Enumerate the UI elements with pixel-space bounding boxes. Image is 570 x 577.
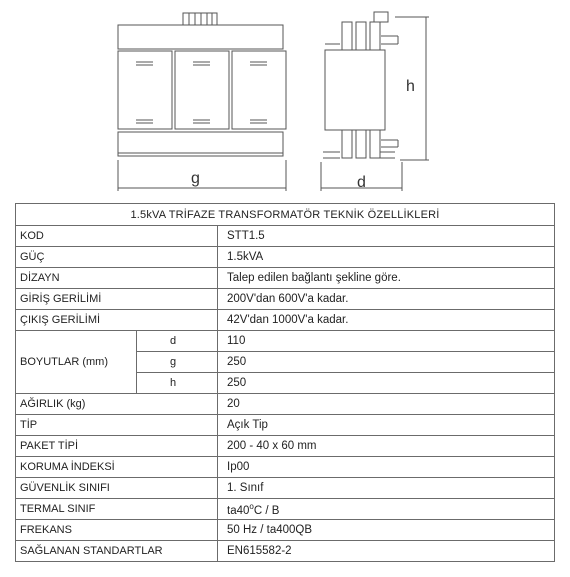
row-label: ÇIKIŞ GERİLİMİ xyxy=(16,310,218,331)
row-value: Ip00 xyxy=(218,457,555,478)
width-label: g xyxy=(191,170,200,187)
table-row xyxy=(16,478,555,499)
dimension-value: 110 xyxy=(218,331,555,352)
table-row xyxy=(16,457,555,478)
row-label: KORUMA İNDEKSİ xyxy=(16,457,218,478)
table-row xyxy=(16,247,555,268)
row-label: TERMAL SINIF xyxy=(16,499,218,520)
front-view xyxy=(118,13,286,191)
row-value: 42V'dan 1000V'a kadar. xyxy=(218,310,555,331)
row-label: DİZAYN xyxy=(16,268,218,289)
table-row xyxy=(16,310,555,331)
dimension-value: 250 xyxy=(218,352,555,373)
transformer-dimension-drawing xyxy=(0,0,570,200)
table-title: 1.5kVA TRİFAZE TRANSFORMATÖR TEKNİK ÖZELLİKLERİ xyxy=(16,204,555,226)
height-label: h xyxy=(406,78,415,95)
table-row xyxy=(16,520,555,541)
dimension-value: 250 xyxy=(218,373,555,394)
table-row xyxy=(16,331,555,352)
row-value: Açık Tip xyxy=(218,415,555,436)
thermal-suffix: C / B xyxy=(253,504,280,517)
table-row xyxy=(16,541,555,562)
specifications-table xyxy=(15,203,555,562)
row-label: GİRİŞ GERİLİMİ xyxy=(16,289,218,310)
table-row xyxy=(16,268,555,289)
row-label: SAĞLANAN STANDARTLAR xyxy=(16,541,218,562)
row-value: 200 - 40 x 60 mm xyxy=(218,436,555,457)
thermal-degree: o xyxy=(249,501,254,511)
dimension-key: h xyxy=(137,373,218,394)
row-label: KOD xyxy=(16,226,218,247)
table-row xyxy=(16,226,555,247)
dimension-key: d xyxy=(137,331,218,352)
table-title-row xyxy=(16,204,555,226)
depth-label: d xyxy=(357,174,366,191)
row-label: TİP xyxy=(16,415,218,436)
thermal-prefix: ta40 xyxy=(227,504,250,517)
table-row xyxy=(16,499,555,520)
side-view xyxy=(321,12,429,191)
table-row xyxy=(16,289,555,310)
row-value: Talep edilen bağlantı şekline göre. xyxy=(218,268,555,289)
row-label: GÜÇ xyxy=(16,247,218,268)
row-value: 1. Sınıf xyxy=(218,478,555,499)
row-value: 50 Hz / ta400QB xyxy=(218,520,555,541)
dimensions-label: BOYUTLAR (mm) xyxy=(16,331,137,394)
row-value: EN615582-2 xyxy=(218,541,555,562)
row-label: AĞIRLIK (kg) xyxy=(16,394,218,415)
row-value: STT1.5 xyxy=(218,226,555,247)
table-row xyxy=(16,415,555,436)
row-value: 20 xyxy=(218,394,555,415)
row-label: FREKANS xyxy=(16,520,218,541)
row-value: 200V'dan 600V'a kadar. xyxy=(218,289,555,310)
row-value: 1.5kVA xyxy=(218,247,555,268)
table-row xyxy=(16,436,555,457)
row-label: PAKET TİPİ xyxy=(16,436,218,457)
row-label: GÜVENLİK SINIFI xyxy=(16,478,218,499)
table-row xyxy=(16,394,555,415)
dimension-key: g xyxy=(137,352,218,373)
thermal-class-value xyxy=(218,499,555,520)
